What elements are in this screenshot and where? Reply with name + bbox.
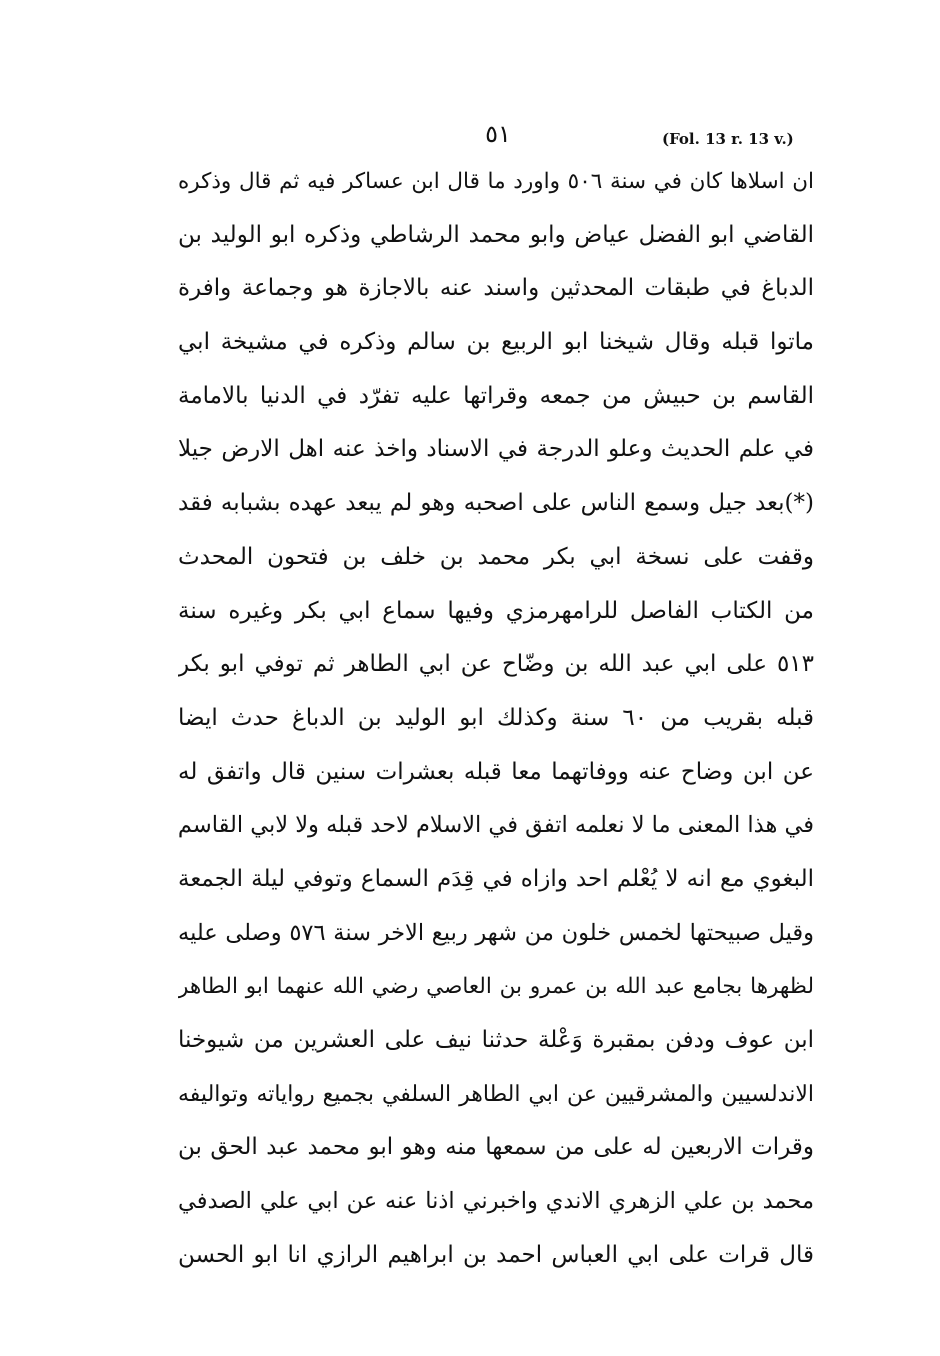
- text-line-3: الدباغ في طبقات المحدثين واسند عنه بالاجازة هو وجماعة وافرة: [178, 275, 814, 302]
- text-line-7: (*)بعد جيل وسمع الناس على اصحبه وهو لم يبعد عهده بشبابه فقد: [178, 490, 814, 517]
- text-line-9: من الكتاب الفاصل للرامهرمزي وفيها سماع ابي بكر وغيره سنة: [178, 597, 814, 624]
- text-line-14: البغوي مع انه لا يُعْلم احد وازاه في قِدَم السماع وتوفي ليلة الجمعة: [178, 865, 814, 892]
- text-line-15: وقيل صبيحتها لخمس خلون من شهر ربيع الاخر سنة ٥٧٦ وصلى عليه: [178, 919, 814, 946]
- text-line-12: عن ابن وضاح عنه ووفاتهما معا قبله بعشرات سنين قال واتفق له: [178, 758, 814, 785]
- text-line-5: القاسم بن حبيش من جمعه وقراتها عليه تفرّد في الدنيا بالامامة: [178, 382, 814, 409]
- text-line-10: ٥١٣ على ابي عبد الله بن وضّاح عن ابي الطاهر ثم توفي ابو بكر: [178, 651, 814, 678]
- text-line-17: ابن عوف ودفن بمقبرة وَعْلة حدثنا نيف على العشرين من شيوخنا: [178, 1027, 814, 1053]
- text-line-13: في هذا المعنى ما لا نعلمه اتفق في الاسلام لاحد قبله ولا لابي القاسم: [178, 812, 814, 839]
- text-line-2: القاضي ابو الفضل عياض وابو محمد الرشاطي وذكره ابو الوليد بن: [178, 221, 814, 248]
- text-line-21: قال قرات على ابي العباس احمد بن ابراهيم الرازي انا ابو الحسن: [178, 1241, 814, 1268]
- text-line-1: ان اسلاها كان في سنة ٥٠٦ واورد ما قال ابن عساكر فيه ثم قال وذكره: [178, 169, 814, 194]
- folio-reference: (Fol. 13 r. 13 v.): [662, 130, 794, 148]
- text-line-8: وقفت على نسخة ابي بكر محمد بن خلف بن فتحون المحدث: [178, 543, 814, 570]
- text-line-18: الاندلسيين والمشرقيين عن ابي الطاهر السلفي بجميع رواياته وتواليفه: [178, 1081, 814, 1107]
- body-text: [178, 155, 814, 1282]
- text-line-11: قبله بقريب من ٦٠ سنة وكذلك ابو الوليد بن الدباغ حدث ايضا: [178, 704, 814, 731]
- page-number: ٥١: [485, 120, 511, 148]
- text-line-20: محمد بن علي الزهري الاندي واخبرني اذنا عنه عن ابي علي الصدفي: [178, 1188, 814, 1215]
- text-line-4: ماتوا قبله وقال شيخنا ابو الربيع بن سالم وذكره في مشيخة ابي: [178, 329, 814, 356]
- text-line-16: لظهرها بجامع عبد الله بن عمرو بن العاصي رضي الله عنهما ابو الطاهر: [178, 974, 814, 1000]
- text-line-19: وقرات الاربعين له على من سمعها منه وهو ابو محمد عبد الحق بن: [178, 1134, 814, 1161]
- text-line-6: في علم الحديث وعلو الدرجة في الاسناد واخذ عنه اهل الارض جيلا: [178, 436, 814, 463]
